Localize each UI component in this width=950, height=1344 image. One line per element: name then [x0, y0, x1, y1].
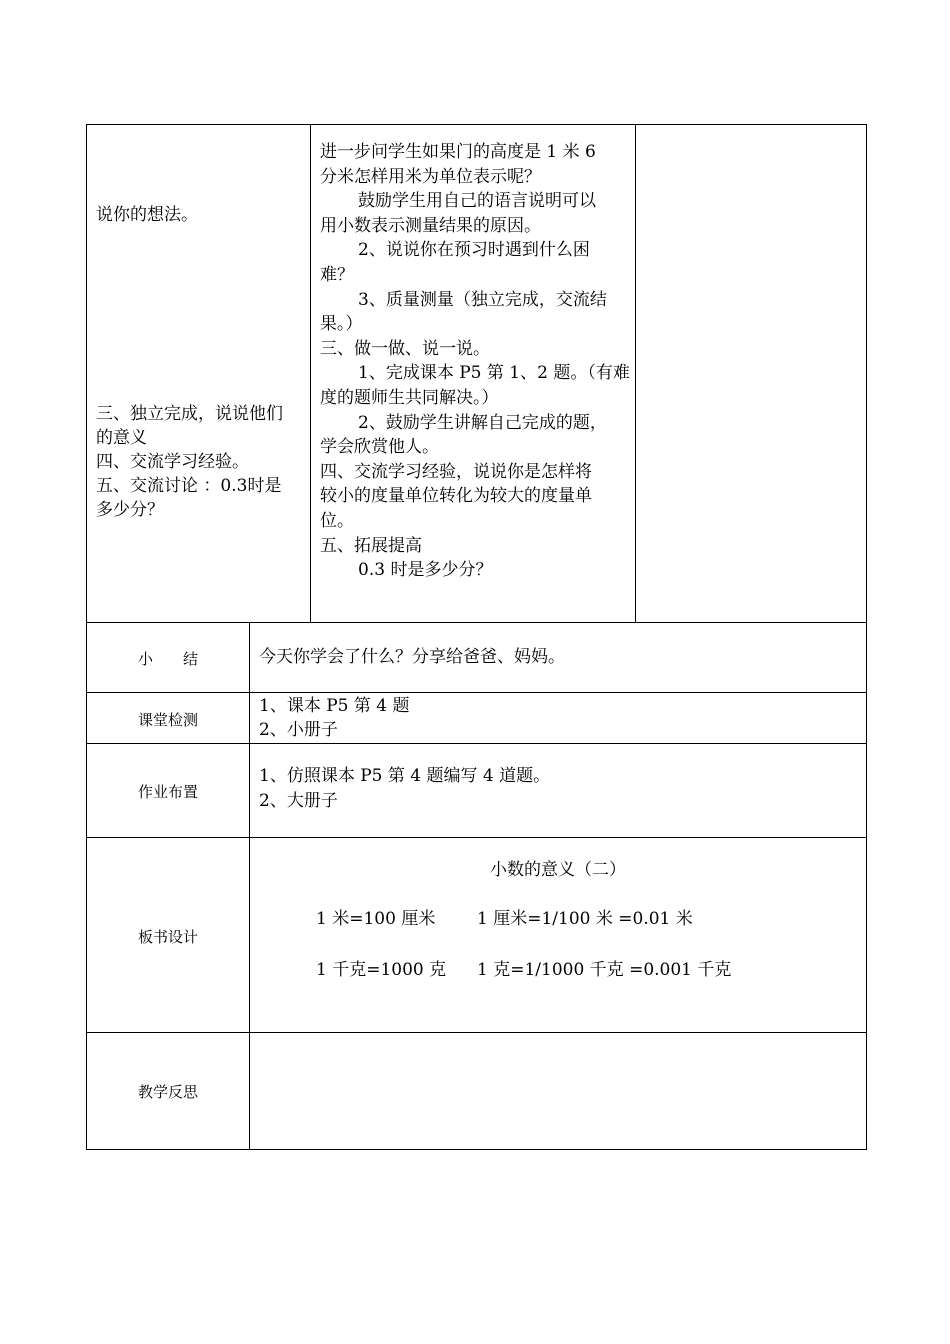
mid-col-line: 三、做一做、说一说。 [320, 338, 490, 359]
homework-item: 1、仿照课本 P5 第 4 题编写 4 道题。 [259, 766, 551, 786]
mid-col-line: 2、鼓励学生讲解自己完成的题， [358, 412, 607, 433]
mid-col-line: 难？ [320, 265, 354, 285]
mid-col-line: 3、质量测量（独立完成，交流结 [358, 289, 607, 310]
check-item: 1、课本 P5 第 4 题 [259, 696, 410, 716]
mid-col-line: 较小的度量单位转化为较大的度量单 [320, 486, 592, 507]
table-left-border [86, 124, 87, 1150]
label-col-divider [249, 622, 250, 1150]
mid-col-line: 0.3 时是多少分？ [358, 560, 493, 581]
table-top-border [86, 124, 867, 125]
row-divider-homework [86, 743, 867, 744]
mid-col-line: 分米怎样用米为单位表示呢？ [320, 166, 541, 187]
row-divider-check [86, 692, 867, 693]
table-bottom-border [86, 1149, 867, 1150]
row-divider-board [86, 837, 867, 838]
table-right-border [866, 124, 867, 1150]
board-label: 板书设计 [137, 928, 198, 946]
top-col-divider-1 [310, 124, 311, 623]
board-line1-right: 1 厘米=1/100 米 =0.01 米 [477, 909, 693, 929]
left-col-lower-line: 的意义 [96, 428, 147, 448]
mid-col-line: 鼓励学生用自己的语言说明可以 [358, 191, 596, 212]
row-divider-summary [86, 622, 867, 623]
top-col-divider-2 [635, 124, 636, 623]
mid-col-line: 位。 [320, 511, 354, 531]
board-line2-right: 1 克=1/1000 千克 =0.001 千克 [477, 960, 732, 980]
board-line1-left: 1 米=100 厘米 [316, 909, 436, 929]
left-col-lower-line: 三、独立完成，说说他们 [96, 404, 283, 424]
board-line2-left: 1 千克=1000 克 [316, 960, 447, 980]
mid-col-line: 四、交流学习经验，说说你是怎样将 [320, 461, 592, 482]
mid-col-line: 2、说说你在预习时遇到什么困 [358, 240, 590, 261]
row-divider-reflection [86, 1032, 867, 1033]
reflection-label: 教学反思 [137, 1083, 198, 1101]
mid-col-line: 1、完成课本 P5 第 1、2 题。（有难 [358, 363, 630, 384]
homework-item: 2、大册子 [259, 791, 338, 811]
mid-col-line: 进一步问学生如果门的高度是 1 米 6 [320, 142, 596, 162]
mid-col-line: 果。） [320, 314, 363, 335]
summary-content: 今天你学会了什么？分享给爸爸、妈妈。 [259, 647, 565, 667]
mid-col-line: 五、拓展提高 [320, 535, 422, 556]
mid-col-line: 用小数表示测量结果的原因。 [320, 215, 541, 236]
left-col-lower-line: 多少分？ [96, 500, 164, 520]
board-title: 小数的意义（二） [490, 860, 626, 880]
check-label: 课堂检测 [137, 711, 198, 729]
mid-col-line: 度的题师生共同解决。） [320, 388, 499, 408]
mid-col-line: 学会欣赏他人。 [320, 437, 439, 458]
left-col-lower-line: 五、交流讨论 ：0.3时是 [96, 476, 282, 496]
check-item: 2、小册子 [259, 720, 338, 740]
homework-label: 作业布置 [137, 783, 198, 801]
left-col-line: 说你的想法。 [96, 205, 198, 225]
summary-label: 小 结 [137, 650, 198, 668]
left-col-lower-line: 四、交流学习经验。 [96, 452, 249, 472]
